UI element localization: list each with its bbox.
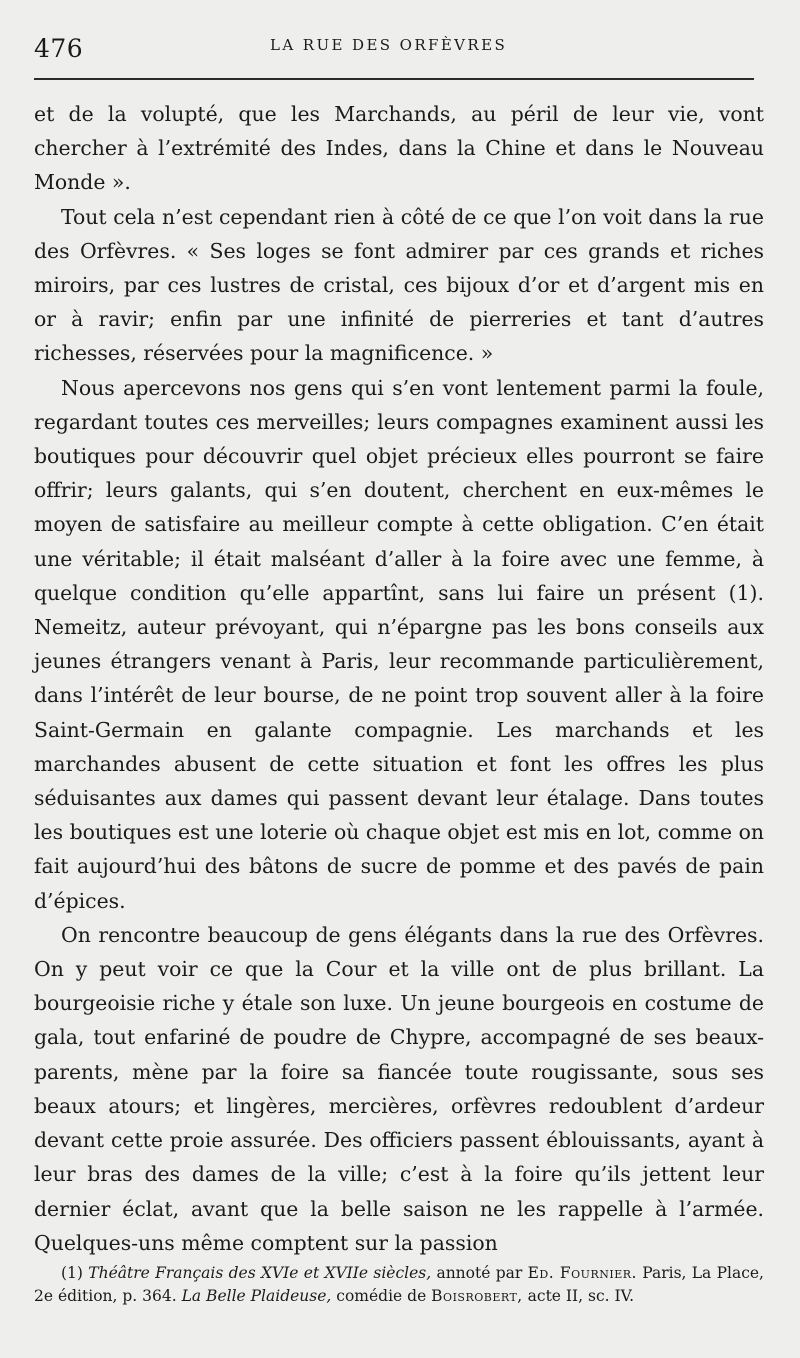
footnote-text: acte II, sc. IV. — [522, 1287, 635, 1305]
paragraph: On rencontre beaucoup de gens élégants dans la rue des Orfèvres. On y peut voir ce que la Cour et la ville ont de plus brillant. La bourgeoisie riche y étale son luxe. Un jeune bourgeois en costume de gala, tout enfariné de poudre de Chypre, accompagné de ses beaux-parents, mène par la foire sa fiancée toute rougissante, sous ses beaux atours; et lingères, mercières, orfèvres redoublent d’ardeur devant cette proie assurée. Des officiers passent éblouissants, ayant à leur bras des dames de la ville; c’est à la foire qu’ils jettent leur dernier éclat, avant que la belle saison ne les rappelle à l’armée. Quelques-uns même comptent sur la passion — [34, 922, 764, 1255]
paragraph: Nous apercevons nos gens qui s’en vont lentement parmi la foule, regardant toutes ces merveilles; leurs compagnes examinent aussi les boutiques pour découvrir quel objet précieux elles pourront se faire offrir; leurs galants, qui s’en doutent, cherchent en eux-mêmes le moyen de satisfaire au meilleur compte à cette obligation. C’en était une véritable; il était malséant d’aller à la foire avec une femme, à quelque condition qu’elle appartînt, sans lui faire un présent (1). Nemeitz, auteur prévoyant, qui n’épargne pas les bons conseils aux jeunes étrangers venant à Paris, leur recommande particulièrement, dans l’intérêt de leur bourse, de ne point trop souvent aller à la foire Saint-Germain en galante compagnie. Les marchands et les marchandes abusent de cette situation et font les offres les plus séduisantes aux dames qui passent devant leur étalage. Dans toutes les boutiques est une loterie où chaque objet est mis en lot, comme on fait aujourd’hui des bâtons de sucre de pomme et des pavés de pain d’épices. — [34, 375, 764, 913]
footnote-text: Paris, La Place, 2e édition, p. 364. — [34, 1264, 764, 1305]
body-text — [34, 97, 764, 1260]
footnote-editor: Ed. Fournier. — [527, 1264, 637, 1282]
page-number: 476 — [34, 34, 84, 63]
footnote-play-title: La Belle Plaideuse, — [181, 1287, 332, 1305]
footnote-marker: (1) — [61, 1264, 83, 1282]
footnote-text: comédie de — [331, 1287, 432, 1305]
footnote — [34, 1262, 764, 1308]
page-header — [34, 30, 764, 70]
paragraph: et de la volupté, que les Marchands, au péril de leur vie, vont chercher à l’extrémité des Indes, dans la Chine et dans le Nouveau Monde ». — [34, 102, 764, 195]
running-title: LA RUE DES ORFÈVRES — [270, 36, 508, 54]
footnote-text: annoté par — [431, 1264, 528, 1282]
footnote-title: Théâtre Français des XVIe et XVIIe siècles, — [88, 1264, 432, 1282]
header-rule — [34, 78, 754, 80]
footnote-author: Boisrobert, — [431, 1287, 523, 1305]
paragraph: Tout cela n’est cependant rien à côté de ce que l’on voit dans la rue des Orfèvres. « Ses loges se font admirer par ces grands et riches miroirs, par ces lustres de cristal, ces bijoux d’or et d’argent mis en or à ravir; enfin par une infinité de pierreries et tant d’autres richesses, réservées pour la magnificence. » — [34, 204, 764, 366]
